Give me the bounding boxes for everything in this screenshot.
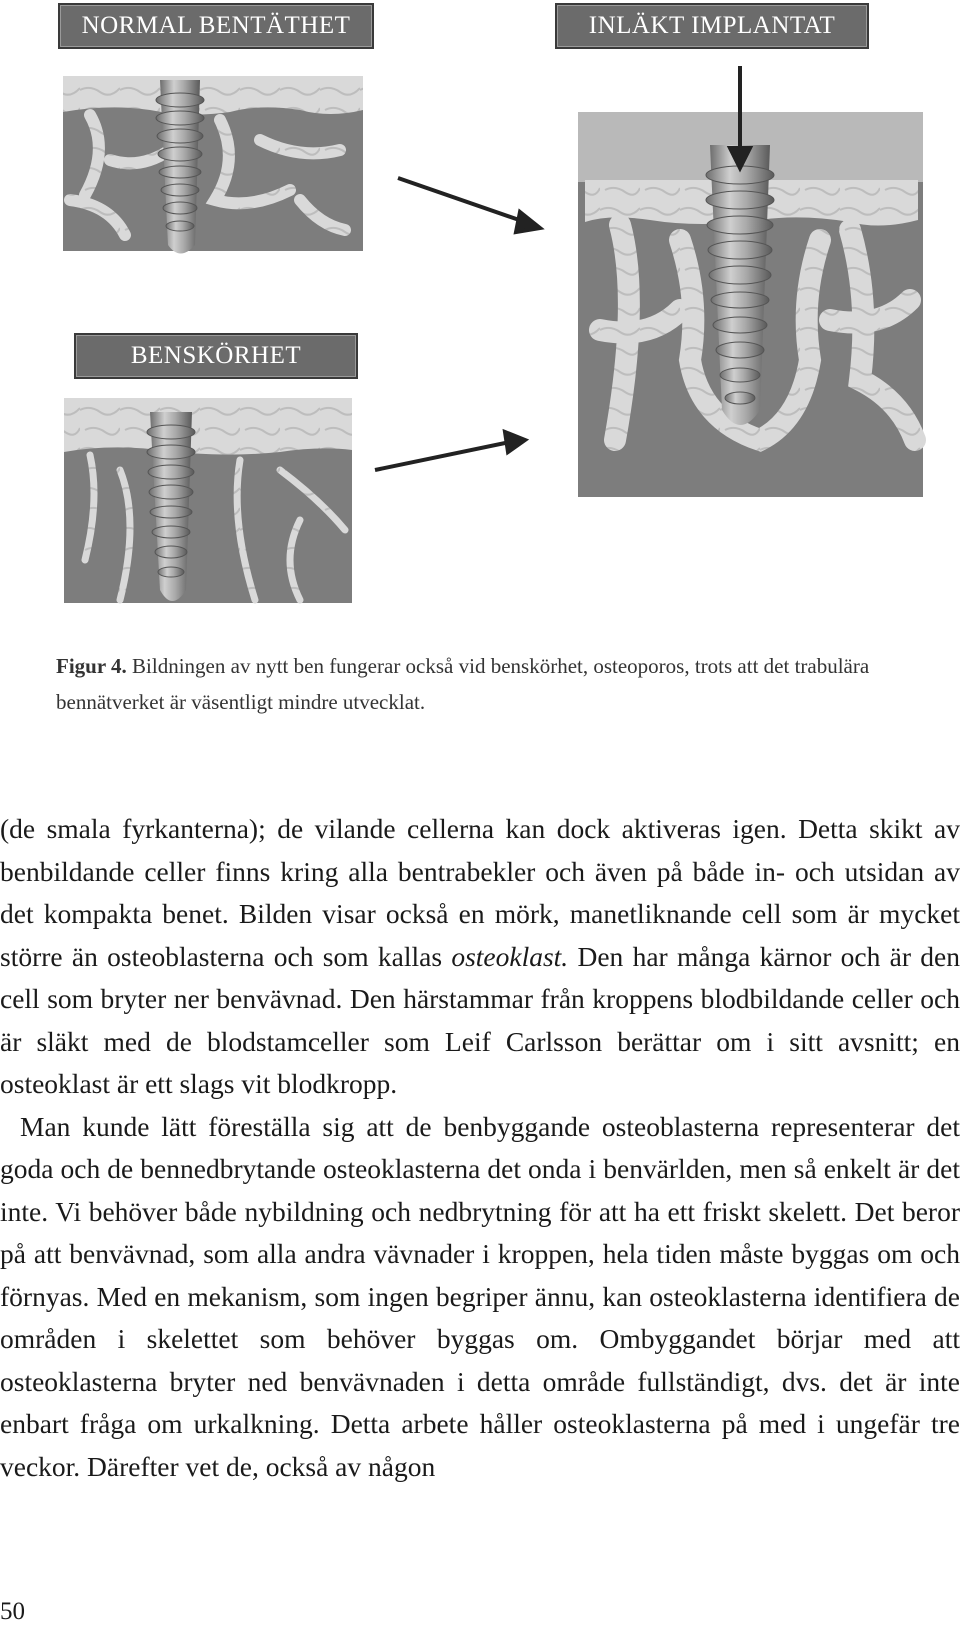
label-osteoporosis <box>74 333 358 379</box>
normal-bone-block <box>63 76 363 251</box>
caption-label: Figur 4. <box>56 654 127 678</box>
caption-text: Bildningen av nytt ben fungerar också vid benskörhet, osteoporos, trots att det trabulära bennätverket är väsentligt mindre utvecklat. <box>56 654 870 714</box>
paragraph-2: Man kunde lätt föreställa sig att de benbyggande osteoblasterna representerar det goda och de bennedbrytande osteoklasterna det onda i benvärlden, men så enkelt är det inte. Vi behöver både nybildning och nedbrytning för att ha ett friskt skelett. Det beror på att benvävnad, som alla andra vävnader i kroppen, hela tiden måste byggas om och förnyas. Med en mekanism, som ingen begriper ännu, kan osteoklasterna identifiera de områden i skelettet som behöver byggas om. Ombyggandet börjar med att osteoklasterna bryter ned benvävnaden i detta område fullständigt, dvs. det är inte enbart fråga om urkalkning. Detta arbete håller osteoklasterna på med i ungefär tre veckor. Därefter vet de, också av någon <box>0 1110 960 1482</box>
paragraph-1 <box>0 808 960 1106</box>
osteoporosis-bone-block <box>64 398 352 603</box>
arrow-top-head <box>516 212 540 232</box>
label-normal-text: NORMAL BENTÄTHET <box>81 12 351 39</box>
bone-implant-figure <box>0 0 960 640</box>
paragraph-1-part-a: (de smala fyrkanterna); de vilande cellerna kan dock aktiveras igen. Detta skikt av benbildande celler finns kring alla bentrabekler och även på både in- och utsidan av det kompakta benet. Bilden visar också en mörk, manetliknande cell som är mycket större än osteoblasterna och som kallas <box>0 813 960 972</box>
label-normal-density <box>58 3 374 49</box>
paragraph-1-part-b: Den har många kärnor och är den cell som bryter ner benvävnad. Den härstammar från kroppens blodbildande celler och är släkt med de blodstamceller som Leif Carlsson berättar om i sitt avsnitt; en osteoklast är ett slags vit blodkropp. <box>0 940 960 1099</box>
arrow-bottom-head <box>505 432 525 452</box>
label-implant <box>555 3 869 49</box>
paragraph-1-term: osteoklast. <box>451 940 569 972</box>
body-text <box>0 808 960 1488</box>
arrow-bottom <box>375 442 510 470</box>
figure-caption <box>56 648 916 720</box>
label-implant-text: INLÄKT IMPLANTAT <box>588 12 836 39</box>
label-osteoporosis-text: BENSKÖRHET <box>130 342 302 369</box>
arrow-top <box>398 178 525 222</box>
page-number: 50 <box>0 1598 25 1625</box>
